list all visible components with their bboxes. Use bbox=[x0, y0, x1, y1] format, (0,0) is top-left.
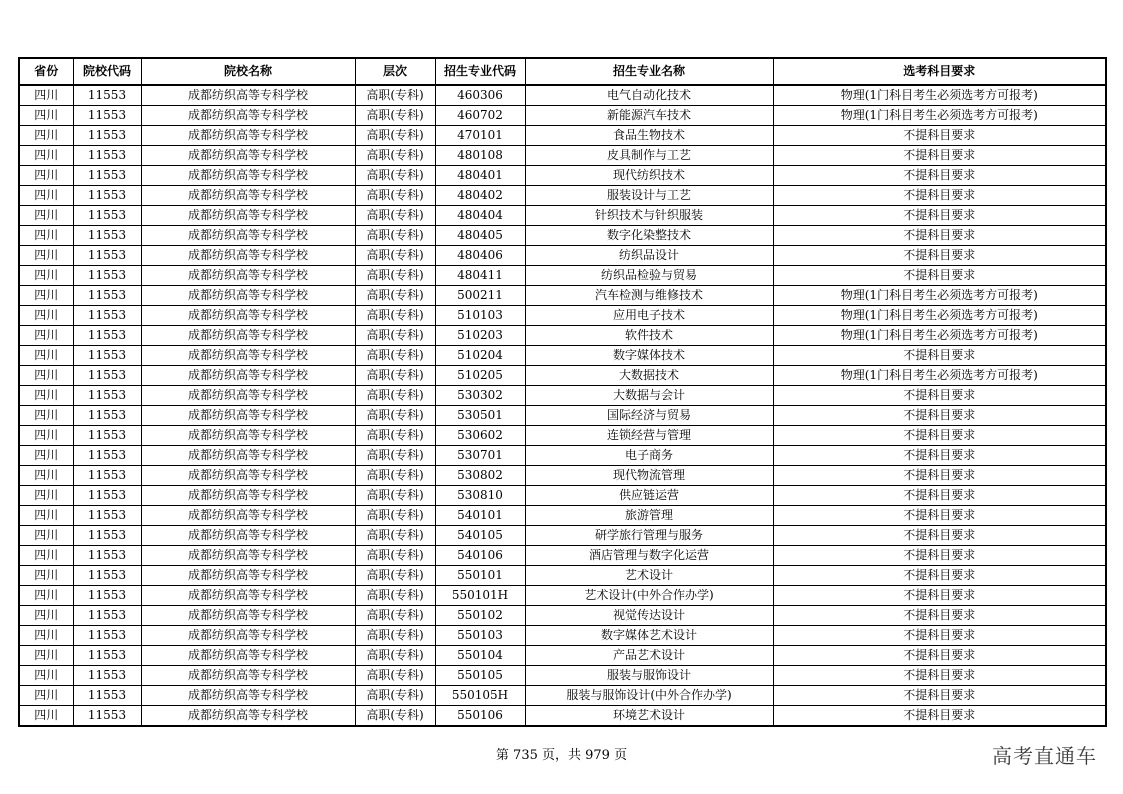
level-cell: 高职(专科) bbox=[355, 246, 435, 266]
school-name-cell: 成都纺织高等专科学校 bbox=[141, 366, 355, 386]
major-name-cell: 新能源汽车技术 bbox=[525, 106, 773, 126]
major-name-cell: 纺织品设计 bbox=[525, 246, 773, 266]
table-row bbox=[19, 606, 1106, 626]
major-name-cell: 数字媒体艺术设计 bbox=[525, 626, 773, 646]
level-cell: 高职(专科) bbox=[355, 146, 435, 166]
major-name-cell: 食品生物技术 bbox=[525, 126, 773, 146]
table-row bbox=[19, 346, 1106, 366]
subject-requirement-cell: 不提科目要求 bbox=[773, 146, 1106, 166]
school-code-cell: 11553 bbox=[73, 126, 141, 146]
subject-requirement-cell: 不提科目要求 bbox=[773, 426, 1106, 446]
major-code-cell: 550103 bbox=[435, 626, 525, 646]
level-cell: 高职(专科) bbox=[355, 566, 435, 586]
table-body bbox=[19, 85, 1106, 726]
school-name-cell: 成都纺织高等专科学校 bbox=[141, 526, 355, 546]
major-code-cell: 530701 bbox=[435, 446, 525, 466]
major-code-cell: 500211 bbox=[435, 286, 525, 306]
major-code-cell: 550106 bbox=[435, 706, 525, 727]
province-cell: 四川 bbox=[19, 486, 73, 506]
admission-table bbox=[18, 57, 1107, 727]
major-code-cell: 550102 bbox=[435, 606, 525, 626]
level-cell: 高职(专科) bbox=[355, 326, 435, 346]
school-name-cell: 成都纺织高等专科学校 bbox=[141, 126, 355, 146]
major-code-cell: 460306 bbox=[435, 85, 525, 106]
school-code-cell: 11553 bbox=[73, 586, 141, 606]
school-name-cell: 成都纺织高等专科学校 bbox=[141, 706, 355, 727]
major-name-cell: 研学旅行管理与服务 bbox=[525, 526, 773, 546]
table-row bbox=[19, 506, 1106, 526]
province-cell: 四川 bbox=[19, 146, 73, 166]
school-code-cell: 11553 bbox=[73, 486, 141, 506]
header-level: 层次 bbox=[355, 58, 435, 85]
header-major-code: 招生专业代码 bbox=[435, 58, 525, 85]
province-cell: 四川 bbox=[19, 226, 73, 246]
header-subject-requirement: 选考科目要求 bbox=[773, 58, 1106, 85]
level-cell: 高职(专科) bbox=[355, 506, 435, 526]
major-name-cell: 现代物流管理 bbox=[525, 466, 773, 486]
table-row bbox=[19, 126, 1106, 146]
table-row bbox=[19, 446, 1106, 466]
province-cell: 四川 bbox=[19, 506, 73, 526]
level-cell: 高职(专科) bbox=[355, 386, 435, 406]
major-name-cell: 针织技术与针织服装 bbox=[525, 206, 773, 226]
school-code-cell: 11553 bbox=[73, 226, 141, 246]
level-cell: 高职(专科) bbox=[355, 166, 435, 186]
level-cell: 高职(专科) bbox=[355, 426, 435, 446]
table-row bbox=[19, 626, 1106, 646]
province-cell: 四川 bbox=[19, 446, 73, 466]
table-row bbox=[19, 146, 1106, 166]
major-code-cell: 550105H bbox=[435, 686, 525, 706]
level-cell: 高职(专科) bbox=[355, 126, 435, 146]
school-name-cell: 成都纺织高等专科学校 bbox=[141, 646, 355, 666]
table-row bbox=[19, 226, 1106, 246]
table-row bbox=[19, 106, 1106, 126]
province-cell: 四川 bbox=[19, 686, 73, 706]
subject-requirement-cell: 不提科目要求 bbox=[773, 206, 1106, 226]
subject-requirement-cell: 不提科目要求 bbox=[773, 346, 1106, 366]
subject-requirement-cell: 不提科目要求 bbox=[773, 486, 1106, 506]
school-code-cell: 11553 bbox=[73, 706, 141, 727]
level-cell: 高职(专科) bbox=[355, 486, 435, 506]
subject-requirement-cell: 物理(1门科目考生必须选考方可报考) bbox=[773, 106, 1106, 126]
level-cell: 高职(专科) bbox=[355, 85, 435, 106]
subject-requirement-cell: 不提科目要求 bbox=[773, 526, 1106, 546]
subject-requirement-cell: 物理(1门科目考生必须选考方可报考) bbox=[773, 286, 1106, 306]
table-row bbox=[19, 666, 1106, 686]
school-name-cell: 成都纺织高等专科学校 bbox=[141, 146, 355, 166]
table-row bbox=[19, 85, 1106, 106]
major-code-cell: 470101 bbox=[435, 126, 525, 146]
major-name-cell: 软件技术 bbox=[525, 326, 773, 346]
table-row bbox=[19, 466, 1106, 486]
province-cell: 四川 bbox=[19, 566, 73, 586]
table-row bbox=[19, 646, 1106, 666]
level-cell: 高职(专科) bbox=[355, 366, 435, 386]
major-code-cell: 510204 bbox=[435, 346, 525, 366]
province-cell: 四川 bbox=[19, 606, 73, 626]
level-cell: 高职(专科) bbox=[355, 526, 435, 546]
subject-requirement-cell: 不提科目要求 bbox=[773, 226, 1106, 246]
major-code-cell: 540105 bbox=[435, 526, 525, 546]
province-cell: 四川 bbox=[19, 266, 73, 286]
subject-requirement-cell: 不提科目要求 bbox=[773, 666, 1106, 686]
subject-requirement-cell: 不提科目要求 bbox=[773, 126, 1106, 146]
level-cell: 高职(专科) bbox=[355, 706, 435, 727]
province-cell: 四川 bbox=[19, 586, 73, 606]
level-cell: 高职(专科) bbox=[355, 446, 435, 466]
major-code-cell: 550104 bbox=[435, 646, 525, 666]
major-name-cell: 应用电子技术 bbox=[525, 306, 773, 326]
major-name-cell: 数字化染整技术 bbox=[525, 226, 773, 246]
level-cell: 高职(专科) bbox=[355, 466, 435, 486]
province-cell: 四川 bbox=[19, 406, 73, 426]
major-name-cell: 数字媒体技术 bbox=[525, 346, 773, 366]
level-cell: 高职(专科) bbox=[355, 646, 435, 666]
table-row bbox=[19, 186, 1106, 206]
level-cell: 高职(专科) bbox=[355, 106, 435, 126]
subject-requirement-cell: 不提科目要求 bbox=[773, 546, 1106, 566]
school-name-cell: 成都纺织高等专科学校 bbox=[141, 386, 355, 406]
subject-requirement-cell: 不提科目要求 bbox=[773, 266, 1106, 286]
school-name-cell: 成都纺织高等专科学校 bbox=[141, 406, 355, 426]
level-cell: 高职(专科) bbox=[355, 306, 435, 326]
school-name-cell: 成都纺织高等专科学校 bbox=[141, 306, 355, 326]
major-code-cell: 530802 bbox=[435, 466, 525, 486]
subject-requirement-cell: 不提科目要求 bbox=[773, 406, 1106, 426]
table-row bbox=[19, 366, 1106, 386]
major-name-cell: 旅游管理 bbox=[525, 506, 773, 526]
school-code-cell: 11553 bbox=[73, 266, 141, 286]
school-name-cell: 成都纺织高等专科学校 bbox=[141, 326, 355, 346]
major-name-cell: 电子商务 bbox=[525, 446, 773, 466]
major-code-cell: 510203 bbox=[435, 326, 525, 346]
school-name-cell: 成都纺织高等专科学校 bbox=[141, 286, 355, 306]
school-code-cell: 11553 bbox=[73, 386, 141, 406]
table-row bbox=[19, 286, 1106, 306]
major-code-cell: 530302 bbox=[435, 386, 525, 406]
province-cell: 四川 bbox=[19, 626, 73, 646]
header-school-name: 院校名称 bbox=[141, 58, 355, 85]
school-name-cell: 成都纺织高等专科学校 bbox=[141, 166, 355, 186]
table-row bbox=[19, 526, 1106, 546]
school-code-cell: 11553 bbox=[73, 406, 141, 426]
school-name-cell: 成都纺织高等专科学校 bbox=[141, 666, 355, 686]
subject-requirement-cell: 物理(1门科目考生必须选考方可报考) bbox=[773, 85, 1106, 106]
major-code-cell: 530501 bbox=[435, 406, 525, 426]
major-name-cell: 连锁经营与管理 bbox=[525, 426, 773, 446]
school-code-cell: 11553 bbox=[73, 326, 141, 346]
major-name-cell: 纺织品检验与贸易 bbox=[525, 266, 773, 286]
school-code-cell: 11553 bbox=[73, 666, 141, 686]
school-code-cell: 11553 bbox=[73, 466, 141, 486]
table-header-row bbox=[19, 58, 1106, 85]
major-code-cell: 480411 bbox=[435, 266, 525, 286]
school-name-cell: 成都纺织高等专科学校 bbox=[141, 206, 355, 226]
school-code-cell: 11553 bbox=[73, 306, 141, 326]
level-cell: 高职(专科) bbox=[355, 186, 435, 206]
subject-requirement-cell: 物理(1门科目考生必须选考方可报考) bbox=[773, 366, 1106, 386]
major-name-cell: 艺术设计 bbox=[525, 566, 773, 586]
school-code-cell: 11553 bbox=[73, 506, 141, 526]
major-name-cell: 国际经济与贸易 bbox=[525, 406, 773, 426]
subject-requirement-cell: 不提科目要求 bbox=[773, 506, 1106, 526]
school-name-cell: 成都纺织高等专科学校 bbox=[141, 346, 355, 366]
province-cell: 四川 bbox=[19, 366, 73, 386]
school-name-cell: 成都纺织高等专科学校 bbox=[141, 466, 355, 486]
school-name-cell: 成都纺织高等专科学校 bbox=[141, 506, 355, 526]
school-name-cell: 成都纺织高等专科学校 bbox=[141, 686, 355, 706]
subject-requirement-cell: 不提科目要求 bbox=[773, 646, 1106, 666]
province-cell: 四川 bbox=[19, 426, 73, 446]
level-cell: 高职(专科) bbox=[355, 406, 435, 426]
major-name-cell: 环境艺术设计 bbox=[525, 706, 773, 727]
school-code-cell: 11553 bbox=[73, 646, 141, 666]
school-name-cell: 成都纺织高等专科学校 bbox=[141, 106, 355, 126]
major-code-cell: 540106 bbox=[435, 546, 525, 566]
level-cell: 高职(专科) bbox=[355, 666, 435, 686]
major-name-cell: 酒店管理与数字化运营 bbox=[525, 546, 773, 566]
school-name-cell: 成都纺织高等专科学校 bbox=[141, 226, 355, 246]
school-code-cell: 11553 bbox=[73, 366, 141, 386]
major-code-cell: 480404 bbox=[435, 206, 525, 226]
subject-requirement-cell: 不提科目要求 bbox=[773, 686, 1106, 706]
school-code-cell: 11553 bbox=[73, 346, 141, 366]
school-code-cell: 11553 bbox=[73, 246, 141, 266]
major-name-cell: 服装与服饰设计 bbox=[525, 666, 773, 686]
school-code-cell: 11553 bbox=[73, 526, 141, 546]
province-cell: 四川 bbox=[19, 85, 73, 106]
subject-requirement-cell: 不提科目要求 bbox=[773, 566, 1106, 586]
table-row bbox=[19, 306, 1106, 326]
table-row bbox=[19, 706, 1106, 727]
province-cell: 四川 bbox=[19, 386, 73, 406]
school-code-cell: 11553 bbox=[73, 106, 141, 126]
major-name-cell: 艺术设计(中外合作办学) bbox=[525, 586, 773, 606]
school-name-cell: 成都纺织高等专科学校 bbox=[141, 486, 355, 506]
major-name-cell: 皮具制作与工艺 bbox=[525, 146, 773, 166]
table-row bbox=[19, 566, 1106, 586]
major-name-cell: 汽车检测与维修技术 bbox=[525, 286, 773, 306]
major-code-cell: 480402 bbox=[435, 186, 525, 206]
major-name-cell: 大数据与会计 bbox=[525, 386, 773, 406]
header-major-name: 招生专业名称 bbox=[525, 58, 773, 85]
school-code-cell: 11553 bbox=[73, 686, 141, 706]
table-row bbox=[19, 166, 1106, 186]
major-code-cell: 480405 bbox=[435, 226, 525, 246]
school-code-cell: 11553 bbox=[73, 606, 141, 626]
subject-requirement-cell: 物理(1门科目考生必须选考方可报考) bbox=[773, 326, 1106, 346]
major-code-cell: 530810 bbox=[435, 486, 525, 506]
table-row bbox=[19, 266, 1106, 286]
table-row bbox=[19, 386, 1106, 406]
page-number: 第 735 页，共 979 页 bbox=[495, 748, 628, 763]
province-cell: 四川 bbox=[19, 246, 73, 266]
major-name-cell: 产品艺术设计 bbox=[525, 646, 773, 666]
major-code-cell: 530602 bbox=[435, 426, 525, 446]
level-cell: 高职(专科) bbox=[355, 346, 435, 366]
major-code-cell: 460702 bbox=[435, 106, 525, 126]
school-code-cell: 11553 bbox=[73, 426, 141, 446]
table-row bbox=[19, 326, 1106, 346]
subject-requirement-cell: 不提科目要求 bbox=[773, 586, 1106, 606]
table-row bbox=[19, 486, 1106, 506]
school-code-cell: 11553 bbox=[73, 206, 141, 226]
school-name-cell: 成都纺织高等专科学校 bbox=[141, 446, 355, 466]
school-name-cell: 成都纺织高等专科学校 bbox=[141, 85, 355, 106]
school-name-cell: 成都纺织高等专科学校 bbox=[141, 246, 355, 266]
school-code-cell: 11553 bbox=[73, 166, 141, 186]
subject-requirement-cell: 不提科目要求 bbox=[773, 706, 1106, 727]
major-name-cell: 大数据技术 bbox=[525, 366, 773, 386]
table-row bbox=[19, 546, 1106, 566]
subject-requirement-cell: 不提科目要求 bbox=[773, 246, 1106, 266]
school-name-cell: 成都纺织高等专科学校 bbox=[141, 586, 355, 606]
school-code-cell: 11553 bbox=[73, 286, 141, 306]
subject-requirement-cell: 不提科目要求 bbox=[773, 626, 1106, 646]
watermark-logo: 高考直通车 bbox=[992, 744, 1097, 768]
table-row bbox=[19, 206, 1106, 226]
major-name-cell: 现代纺织技术 bbox=[525, 166, 773, 186]
province-cell: 四川 bbox=[19, 646, 73, 666]
major-code-cell: 510205 bbox=[435, 366, 525, 386]
level-cell: 高职(专科) bbox=[355, 226, 435, 246]
school-code-cell: 11553 bbox=[73, 566, 141, 586]
major-code-cell: 510103 bbox=[435, 306, 525, 326]
school-code-cell: 11553 bbox=[73, 85, 141, 106]
major-code-cell: 480401 bbox=[435, 166, 525, 186]
level-cell: 高职(专科) bbox=[355, 626, 435, 646]
major-name-cell: 供应链运营 bbox=[525, 486, 773, 506]
school-name-cell: 成都纺织高等专科学校 bbox=[141, 426, 355, 446]
school-code-cell: 11553 bbox=[73, 186, 141, 206]
major-name-cell: 视觉传达设计 bbox=[525, 606, 773, 626]
major-name-cell: 服装设计与工艺 bbox=[525, 186, 773, 206]
province-cell: 四川 bbox=[19, 106, 73, 126]
table-row bbox=[19, 586, 1106, 606]
table-row bbox=[19, 426, 1106, 446]
subject-requirement-cell: 物理(1门科目考生必须选考方可报考) bbox=[773, 306, 1106, 326]
province-cell: 四川 bbox=[19, 286, 73, 306]
subject-requirement-cell: 不提科目要求 bbox=[773, 386, 1106, 406]
province-cell: 四川 bbox=[19, 666, 73, 686]
school-code-cell: 11553 bbox=[73, 626, 141, 646]
level-cell: 高职(专科) bbox=[355, 606, 435, 626]
province-cell: 四川 bbox=[19, 306, 73, 326]
level-cell: 高职(专科) bbox=[355, 546, 435, 566]
school-code-cell: 11553 bbox=[73, 546, 141, 566]
subject-requirement-cell: 不提科目要求 bbox=[773, 186, 1106, 206]
school-code-cell: 11553 bbox=[73, 146, 141, 166]
province-cell: 四川 bbox=[19, 186, 73, 206]
subject-requirement-cell: 不提科目要求 bbox=[773, 466, 1106, 486]
major-code-cell: 550101 bbox=[435, 566, 525, 586]
school-name-cell: 成都纺织高等专科学校 bbox=[141, 546, 355, 566]
header-province: 省份 bbox=[19, 58, 73, 85]
province-cell: 四川 bbox=[19, 126, 73, 146]
province-cell: 四川 bbox=[19, 546, 73, 566]
major-code-cell: 480406 bbox=[435, 246, 525, 266]
province-cell: 四川 bbox=[19, 206, 73, 226]
level-cell: 高职(专科) bbox=[355, 286, 435, 306]
major-code-cell: 550101H bbox=[435, 586, 525, 606]
table-row bbox=[19, 686, 1106, 706]
province-cell: 四川 bbox=[19, 526, 73, 546]
major-code-cell: 550105 bbox=[435, 666, 525, 686]
major-code-cell: 480108 bbox=[435, 146, 525, 166]
province-cell: 四川 bbox=[19, 346, 73, 366]
level-cell: 高职(专科) bbox=[355, 266, 435, 286]
level-cell: 高职(专科) bbox=[355, 206, 435, 226]
subject-requirement-cell: 不提科目要求 bbox=[773, 446, 1106, 466]
province-cell: 四川 bbox=[19, 326, 73, 346]
province-cell: 四川 bbox=[19, 166, 73, 186]
major-name-cell: 服装与服饰设计(中外合作办学) bbox=[525, 686, 773, 706]
school-name-cell: 成都纺织高等专科学校 bbox=[141, 626, 355, 646]
major-name-cell: 电气自动化技术 bbox=[525, 85, 773, 106]
school-name-cell: 成都纺织高等专科学校 bbox=[141, 566, 355, 586]
header-school-code: 院校代码 bbox=[73, 58, 141, 85]
table-row bbox=[19, 246, 1106, 266]
province-cell: 四川 bbox=[19, 466, 73, 486]
province-cell: 四川 bbox=[19, 706, 73, 727]
major-code-cell: 540101 bbox=[435, 506, 525, 526]
school-name-cell: 成都纺织高等专科学校 bbox=[141, 606, 355, 626]
school-name-cell: 成都纺织高等专科学校 bbox=[141, 266, 355, 286]
school-name-cell: 成都纺织高等专科学校 bbox=[141, 186, 355, 206]
level-cell: 高职(专科) bbox=[355, 686, 435, 706]
subject-requirement-cell: 不提科目要求 bbox=[773, 606, 1106, 626]
school-code-cell: 11553 bbox=[73, 446, 141, 466]
level-cell: 高职(专科) bbox=[355, 586, 435, 606]
subject-requirement-cell: 不提科目要求 bbox=[773, 166, 1106, 186]
table-row bbox=[19, 406, 1106, 426]
